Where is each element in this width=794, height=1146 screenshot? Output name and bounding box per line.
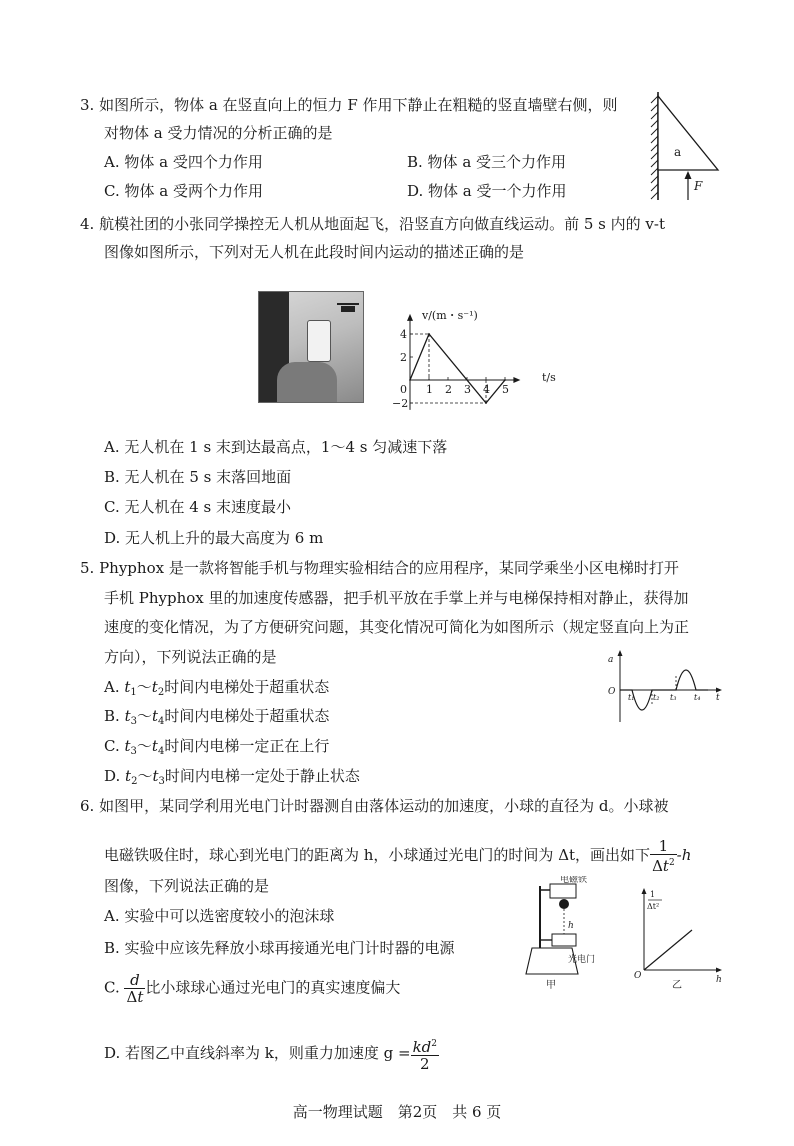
electromagnet	[550, 884, 576, 898]
vt-x-tick-label-4: 4	[483, 383, 490, 396]
q5-option-d: D. $t_2\sim t_3$时间内电梯一定处于静止状态	[104, 767, 360, 787]
yi-x-axis-arrowhead	[716, 968, 722, 973]
t2-label: t₂	[653, 693, 660, 702]
block-a-label: a	[674, 145, 682, 159]
vt-x-axis-arrowhead	[513, 377, 520, 383]
block-a-triangle	[658, 96, 718, 170]
q6-option-c-text: 比小球球心通过光电门的真实速度偏大	[145, 978, 401, 997]
t-axis-arrowhead	[716, 688, 722, 693]
q3-stem-line1: 3. 如图所示，物体 a 在竖直向上的恒力 F 作用下静止在粗糙的竖直墙壁右侧，则	[80, 96, 618, 114]
vt-point-1	[428, 333, 430, 335]
height-label: h	[568, 921, 574, 931]
yi-y-axis-arrowhead	[642, 888, 647, 894]
q5-option-c: C. $t_3\sim t_4$时间内电梯一定正在上行	[104, 737, 330, 757]
t3-label: t₃	[670, 693, 677, 702]
q5-option-b-text: 时间内电梯处于超重状态	[164, 707, 330, 725]
q3-option-a: A. 物体 a 受四个力作用	[104, 153, 263, 171]
yi-y-axis-label-den: Δt²	[647, 902, 660, 911]
yi-line	[644, 930, 692, 970]
a-axis-arrowhead	[618, 650, 623, 656]
q4-option-c: C. 无人机在 4 s 末速度最小	[104, 498, 292, 516]
vt-velocity-line	[410, 334, 505, 403]
q5-option-b: B. $t_3\sim t_4$时间内电梯处于超重状态	[104, 707, 330, 727]
figure-yi-label: 乙	[672, 980, 682, 991]
t4-label: t₄	[694, 693, 701, 702]
force-f-arrowhead	[685, 171, 692, 179]
q5-stem-line1: 5. Phyphox 是一款将智能手机与物理实验相结合的应用程序，某同学乘坐小区电梯时打开	[80, 559, 679, 577]
q6-stem-line3: 图像，下列说法正确的是	[104, 877, 270, 895]
vt-y-axis-label: v/(m・s⁻¹)	[422, 309, 478, 322]
q5-stem-line4: 方向），下列说法正确的是	[104, 648, 277, 666]
yi-x-axis-label: h	[716, 975, 722, 985]
q4-option-d: D. 无人机上升的最大高度为 6 m	[104, 529, 324, 547]
photogate	[552, 934, 576, 946]
vt-x-tick-label-3: 3	[464, 383, 471, 396]
vt-x-tick-label-2: 2	[445, 383, 452, 396]
q5-stem-line2: 手机 Phyphox 里的加速度传感器，把手机平放在手掌上并与电梯保持相对静止，获得加	[104, 589, 689, 607]
q4-option-a: A. 无人机在 1 s 末到达最高点，1～4 s 匀减速下落	[104, 438, 448, 456]
q3-option-b: B. 物体 a 受三个力作用	[407, 153, 567, 171]
vt-y-tick-label--2: −2	[392, 397, 409, 410]
q6-apparatus-figure	[512, 876, 732, 994]
t-axis-label: t	[716, 693, 720, 703]
vt-point-0	[409, 379, 411, 381]
yi-origin-label: O	[634, 971, 642, 981]
vt-x-axis-label: t/s	[542, 371, 556, 384]
q6-stem-line1: 6. 如图甲，某同学利用光电门计时器测自由落体运动的加速度，小球的直径为 d。小球被	[80, 797, 669, 815]
drone-controller-photo	[258, 291, 364, 403]
q4-stem-line2: 图像如图所示，下列对无人机在此段时间内运动的描述正确的是	[104, 243, 525, 261]
q6-inverse-dt2-fraction: $\frac{1}{\Delta t^2}$	[652, 837, 675, 875]
q3-stem-line2: 对物体 a 受力情况的分析正确的是	[104, 124, 333, 142]
q4-vt-chart	[372, 300, 572, 412]
vt-chart-series	[409, 333, 506, 404]
q3-option-d: D. 物体 a 受一个力作用	[407, 182, 567, 200]
q5-option-c-text: 时间内电梯一定正在上行	[164, 737, 330, 755]
vt-y-tick-label-2: 2	[400, 351, 407, 364]
q4-stem-line1: 4. 航模社团的小张同学操控无人机从地面起飞，沿竖直方向做直线运动。前 5 s 内的 v-t	[80, 215, 665, 233]
yi-y-axis-label: 1	[650, 890, 656, 899]
vt-x-tick-label-1: 1	[426, 383, 433, 396]
q6-option-b: B. 实验中应该先释放小球再接通光电门计时器的电源	[104, 939, 455, 957]
vt-y-axis-arrowhead	[407, 314, 413, 321]
t1-label: t₁	[628, 693, 635, 702]
vt-y-tick-label-4: 4	[400, 328, 407, 341]
q6-d-over-dt-fraction: $\frac{d}{\Delta t}$	[126, 971, 144, 1006]
q6-option-d-text: D. 若图乙中直线斜率为 k，则重力加速度 g =	[104, 1044, 411, 1062]
q5-option-d-text: 时间内电梯一定处于静止状态	[164, 767, 360, 785]
q5-option-a: A. $t_1\sim t_2$时间内电梯处于超重状态	[104, 678, 330, 698]
q3-wall-figure	[640, 88, 730, 206]
vt-x-tick-label-5: 5	[502, 383, 509, 396]
q6-option-d	[104, 1036, 439, 1072]
q6-option-a: A. 实验中可以选密度较小的泡沫球	[104, 907, 335, 925]
q5-stem-line3: 速度的变化情况，为了方便研究问题，其变化情况可简化为如图所示（规定竖直向上为正	[104, 618, 690, 636]
q5-option-a-text: 时间内电梯处于超重状态	[164, 678, 330, 696]
photogate-label: 光电门	[568, 955, 596, 965]
force-f-label: F	[694, 179, 703, 193]
a-axis-label: a	[608, 655, 614, 665]
q6-stem-line2-h: -h	[676, 846, 692, 864]
origin-label: O	[608, 687, 616, 697]
figure-jia-label: 甲	[546, 980, 556, 991]
electromagnet-label: 电磁铁	[560, 876, 588, 885]
q4-option-b: B. 无人机在 5 s 末落回地面	[104, 468, 292, 486]
q6-gravity-formula: $\frac{kd^2}{2}$	[412, 1038, 438, 1073]
q3-option-c: C. 物体 a 受两个力作用	[104, 182, 263, 200]
q6-option-c: C. $\frac{d}{\Delta t}$ 比小球球心通过光电门的真实速度偏大	[104, 971, 401, 1006]
vt-point-2	[485, 402, 487, 404]
q6-stem-line2	[104, 838, 691, 874]
vt-x-tick-label-0: 0	[400, 383, 407, 396]
q5-acceleration-graph	[604, 648, 726, 728]
q6-stem-line2-text: 电磁铁吸住时，球心到光电门的距离为 h，小球通过光电门的时间为 Δt，画出如下	[104, 846, 651, 864]
ball	[559, 899, 569, 909]
page-footer: 高一物理试题 第2页 共 6 页	[292, 1103, 502, 1121]
wall-hatching	[651, 96, 658, 199]
